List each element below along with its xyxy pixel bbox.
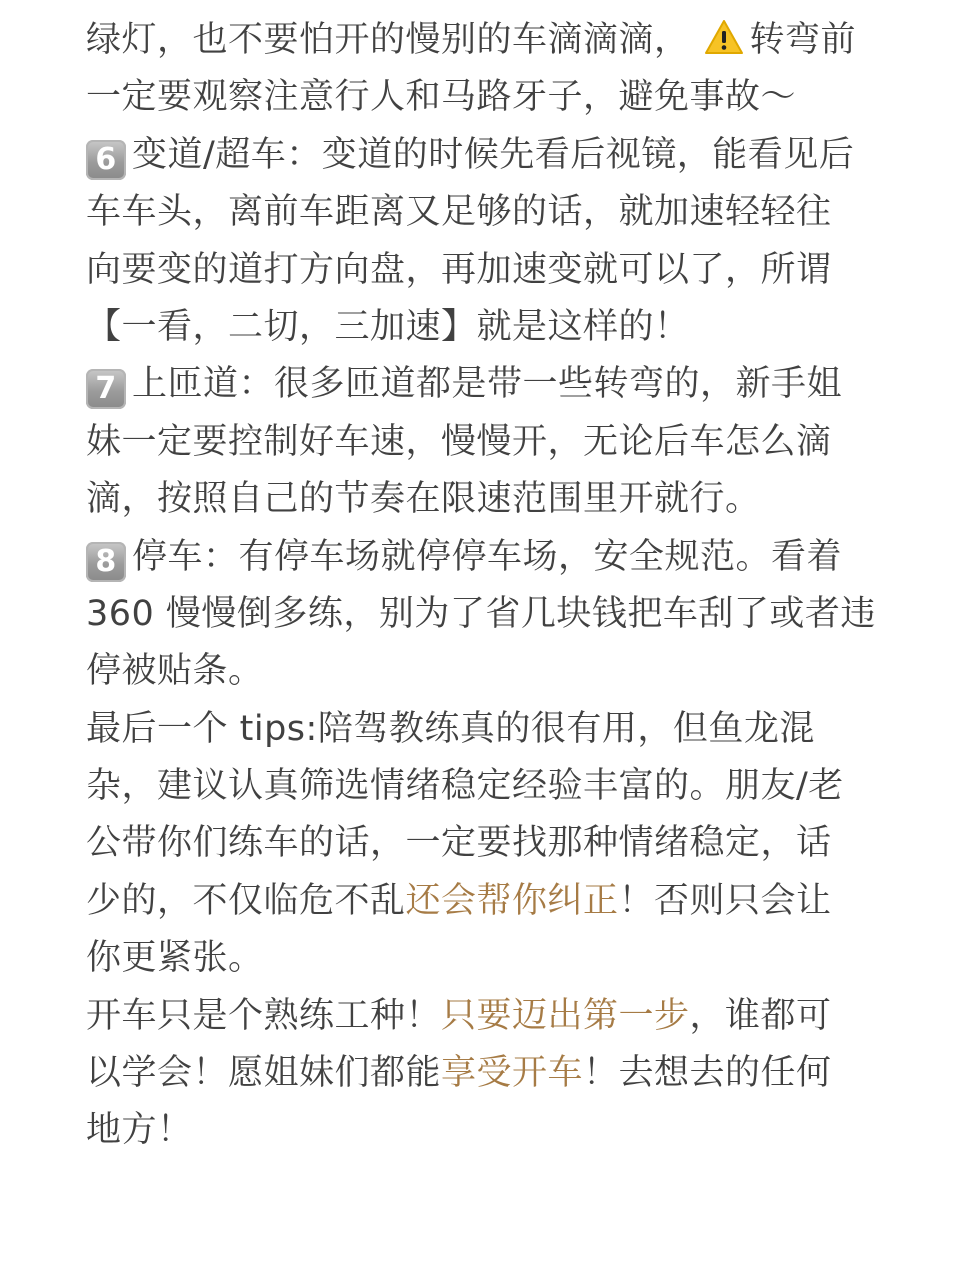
text-line-16 xyxy=(86,873,886,930)
text-line-4 xyxy=(86,184,886,241)
text-line-17 xyxy=(86,930,886,987)
text-line-14 xyxy=(86,758,886,815)
line-20-text: 地方！ xyxy=(86,1110,193,1151)
text-line-5 xyxy=(86,242,886,299)
text-line-19 xyxy=(86,1045,886,1102)
line-18-text-c: ，谁都可 xyxy=(689,995,832,1036)
line-4-text: 车车头，离前车距离又足够的话，就加速轻轻往 xyxy=(86,192,832,233)
line-14-text: 杂，建议认真筛选情绪稳定经验丰富的。朋友/老 xyxy=(86,766,844,807)
text-line-15 xyxy=(86,815,886,872)
step-6-line xyxy=(86,127,886,184)
line-19-text-c: ！去想去的任何 xyxy=(583,1053,832,1094)
line-6-text: 【一看，二切，三加速】就是这样的！ xyxy=(86,306,690,347)
text-line-20 xyxy=(86,1102,886,1159)
step-8-text: 停车：有停车场就停停车场，安全规范。看着 xyxy=(132,536,843,577)
text-line-6 xyxy=(86,299,886,356)
line-17-text: 你更紧张。 xyxy=(86,938,264,979)
highlight-text: 享受开车 xyxy=(441,1053,584,1094)
line-2-text: 一定要观察注意行人和马路牙子，避免事故～ xyxy=(86,77,797,118)
line-15-text: 公带你们练车的话，一定要找那种情绪稳定，话 xyxy=(86,823,832,864)
step-8-line xyxy=(86,529,886,586)
keycap-8-icon: 8 xyxy=(86,542,126,582)
line-9-text: 滴，按照自己的节奏在限速范围里开就行。 xyxy=(86,479,761,520)
step-7-text: 上匝道：很多匝道都是带一些转弯的，新手姐 xyxy=(132,364,843,405)
line-8-text: 妹一定要控制好车速，慢慢开，无论后车怎么滴 xyxy=(86,421,832,462)
tips-line xyxy=(86,701,886,758)
keycap-7-icon: 7 xyxy=(86,369,126,409)
tips-text: 最后一个 tips:陪驾教练真的很有用，但鱼龙混 xyxy=(86,708,815,749)
line-1-text: 绿灯，也不要怕开的慢别的车滴滴滴， xyxy=(86,20,690,60)
text-line-12 xyxy=(86,643,886,700)
line-18-text-a: 开车只是个熟练工种！ xyxy=(86,995,442,1036)
note-body xyxy=(86,12,886,1160)
line-12-text: 停被贴条。 xyxy=(86,651,264,692)
line-11-text: 360 慢慢倒多练，别为了省几块钱把车刮了或者违 xyxy=(86,593,876,634)
line-19-text-a: 以学会！愿姐妹们都能 xyxy=(86,1053,442,1094)
text-line-11 xyxy=(86,586,886,643)
step-7-line xyxy=(86,356,886,413)
highlight-text: 还会帮你纠正 xyxy=(405,880,619,921)
keycap-6-icon: 6 xyxy=(86,140,126,180)
text-line-1 xyxy=(86,12,886,69)
line-16-text-c: ！否则只会让 xyxy=(618,880,832,921)
step-6-text: 变道/超车：变道的时候先看后视镜，能看见后 xyxy=(132,134,855,175)
line-16-text-a: 少的，不仅临危不乱 xyxy=(86,880,406,921)
text-line-18 xyxy=(86,988,886,1045)
highlight-text: 只要迈出第一步 xyxy=(441,995,690,1036)
text-line-8 xyxy=(86,414,886,471)
text-line-9 xyxy=(86,471,886,528)
warning-icon xyxy=(704,19,744,55)
line-5-text: 向要变的道打方向盘，再加速变就可以了，所谓 xyxy=(86,249,832,290)
line-1-text-tail: 转弯前 xyxy=(749,20,857,60)
text-line-2 xyxy=(86,69,886,126)
